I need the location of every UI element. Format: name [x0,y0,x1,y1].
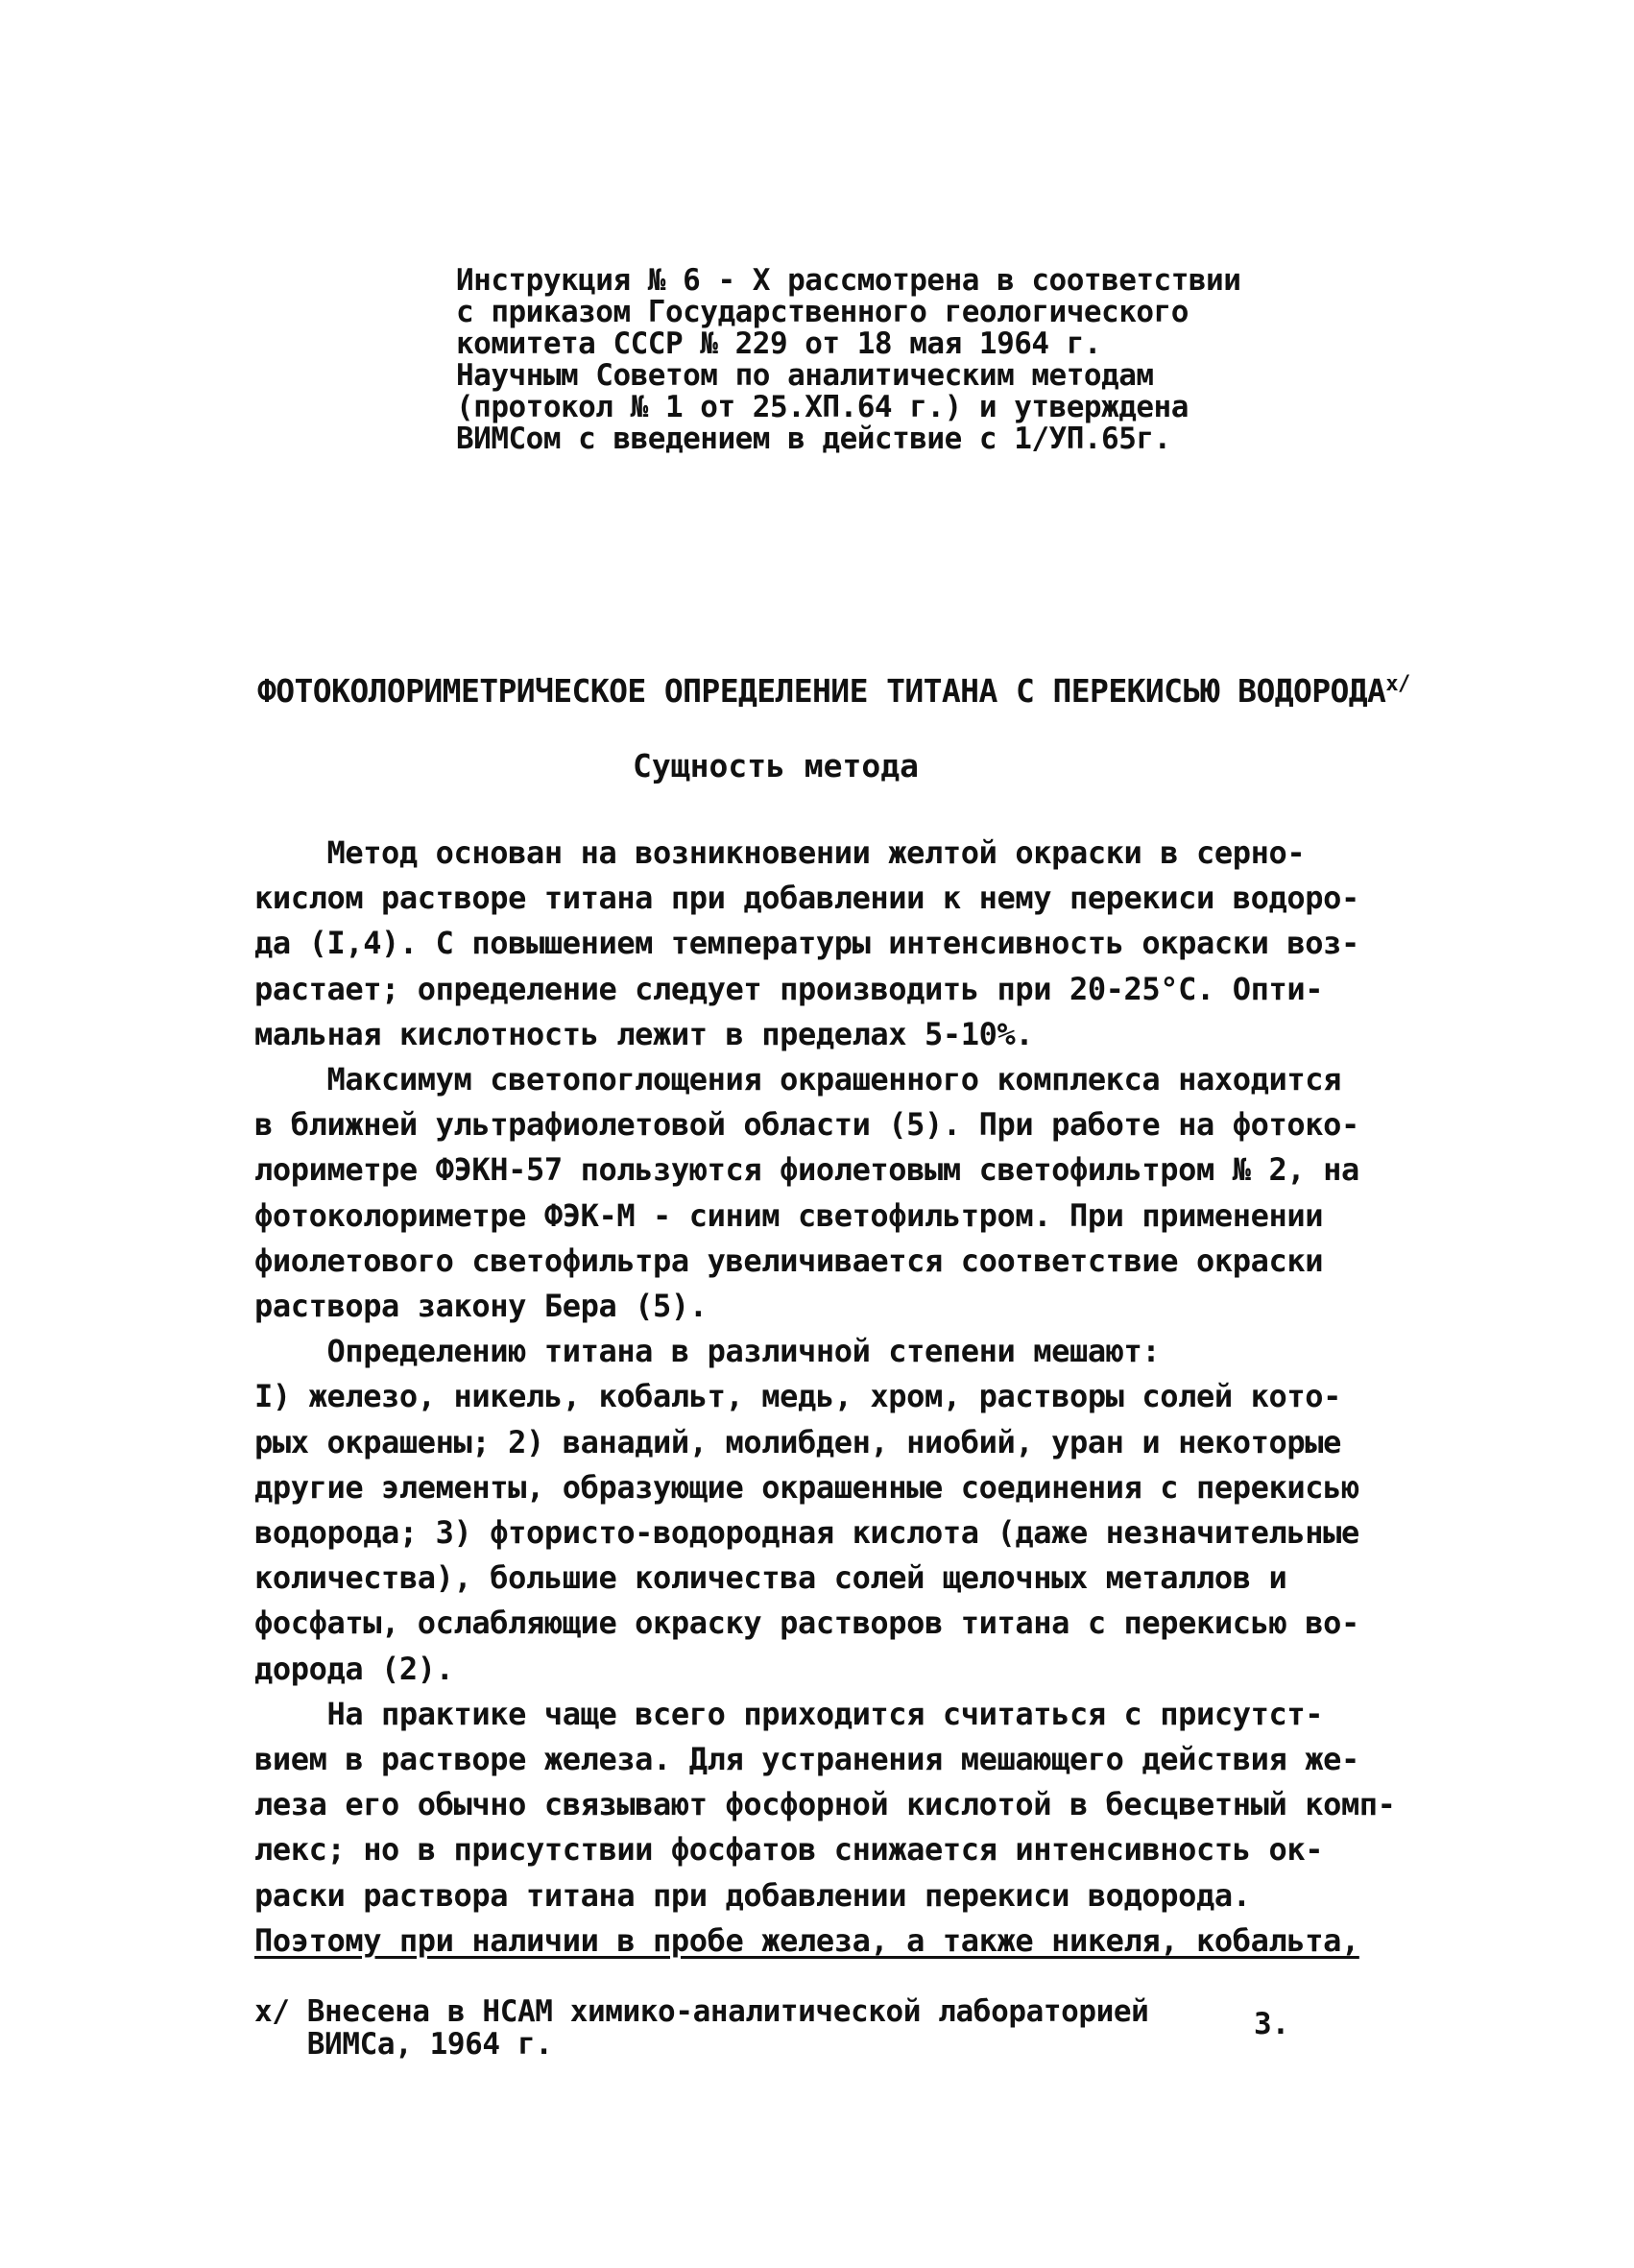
document-title-text: ФОТОКОЛОРИМЕТРИЧЕСКОЕ ОПРЕДЕЛЕНИЕ ТИТАНА С ПЕРЕКИСЬЮ ВОДОРОДА [257,672,1386,710]
body-line: дорода (2). [254,1650,454,1687]
body-line: фотоколориметре ФЭК-М - синим светофильтром. При применении [254,1196,1324,1234]
footnote [254,1995,1330,2061]
page-number: 3. [1254,2007,1290,2041]
body-line: да (I,4). С повышением температуры интенсивность окраски воз- [254,925,1359,962]
body-line: I) железо, никель, кобальт, медь, хром, растворы солей кото- [254,1378,1341,1415]
body-line: в ближней ультрафиолетовой области (5). При работе на фотоко- [254,1106,1359,1144]
document-title [257,672,1409,710]
body-line: другие элементы, образующие окрашенные соединения с перекисью [254,1468,1359,1506]
body-line: раски раствора титана при добавлении перекиси водорода. [254,1876,1251,1914]
body-line: водорода; 3) фтористо-водородная кислота (даже незначительные [254,1514,1359,1552]
body-line: лекс; но в присутствии фосфатов снижается интенсивность ок- [254,1831,1324,1869]
body-line: лориметре ФЭКН-57 пользуются фиолетовым светофильтром № 2, на [254,1151,1359,1189]
body-line: Максимум светопоглощения окрашенного комплекса находится [254,1061,1341,1098]
body-line: На практике чаще всего приходится считаться с присутст- [254,1695,1324,1732]
approval-note-line: ВИМСом с введением в действие с 1/УП.65г. [456,422,1171,456]
footnote-line: ВИМСа, 1964 г. [254,2027,553,2062]
approval-note-line: (протокол № 1 от 25.ХП.64 г.) и утверждена [456,390,1189,424]
body-line: раствора закону Бера (5). [254,1288,708,1325]
body-line: рых окрашены; 2) ванадий, молибден, ниобий, уран и некоторые [254,1423,1341,1460]
body-line: фосфаты, ослабляющие окраску растворов титана с перекисью во- [254,1604,1359,1642]
footnote-line: х/ Внесена в НСАМ химико-аналитической лабораторией [254,1994,1149,2029]
body-line: количества), большие количества солей щелочных металлов и [254,1559,1287,1597]
title-footnote-mark: х/ [1385,672,1410,696]
body-line: фиолетового светофильтра увеличивается соответствие окраски [254,1242,1324,1279]
approval-note-line: Научным Советом по аналитическим методам [456,358,1154,393]
body-line: леза его обычно связывают фосфорной кислотой в бесцветный комп- [254,1786,1396,1823]
approval-note-line: с приказом Государственного геологического [456,295,1189,329]
approval-note-line: Инструкция № 6 - X рассмотрена в соответствии [456,263,1241,298]
approval-note [456,265,1320,455]
section-heading: Сущность метода [632,747,919,784]
body-line: кислом растворе титана при добавлении к нему перекиси водоро- [254,880,1359,917]
body-line: Поэтому при наличии в пробе железа, а также никеля, кобальта, [254,1921,1359,1959]
approval-note-line: комитета СССР № 229 от 18 мая 1964 г. [456,326,1102,361]
body-line: растает; определение следует производить при 20-25°С. Опти- [254,970,1324,1007]
body-text [254,831,1426,1964]
body-line: мальная кислотность лежит в пределах 5-10%. [254,1015,1034,1052]
body-line: вием в растворе железа. Для устранения мешающего действия же- [254,1741,1359,1778]
body-line: Метод основан на возникновении желтой окраски в серно- [254,834,1306,871]
body-line: Определению титана в различной степени мешают: [254,1333,1161,1370]
